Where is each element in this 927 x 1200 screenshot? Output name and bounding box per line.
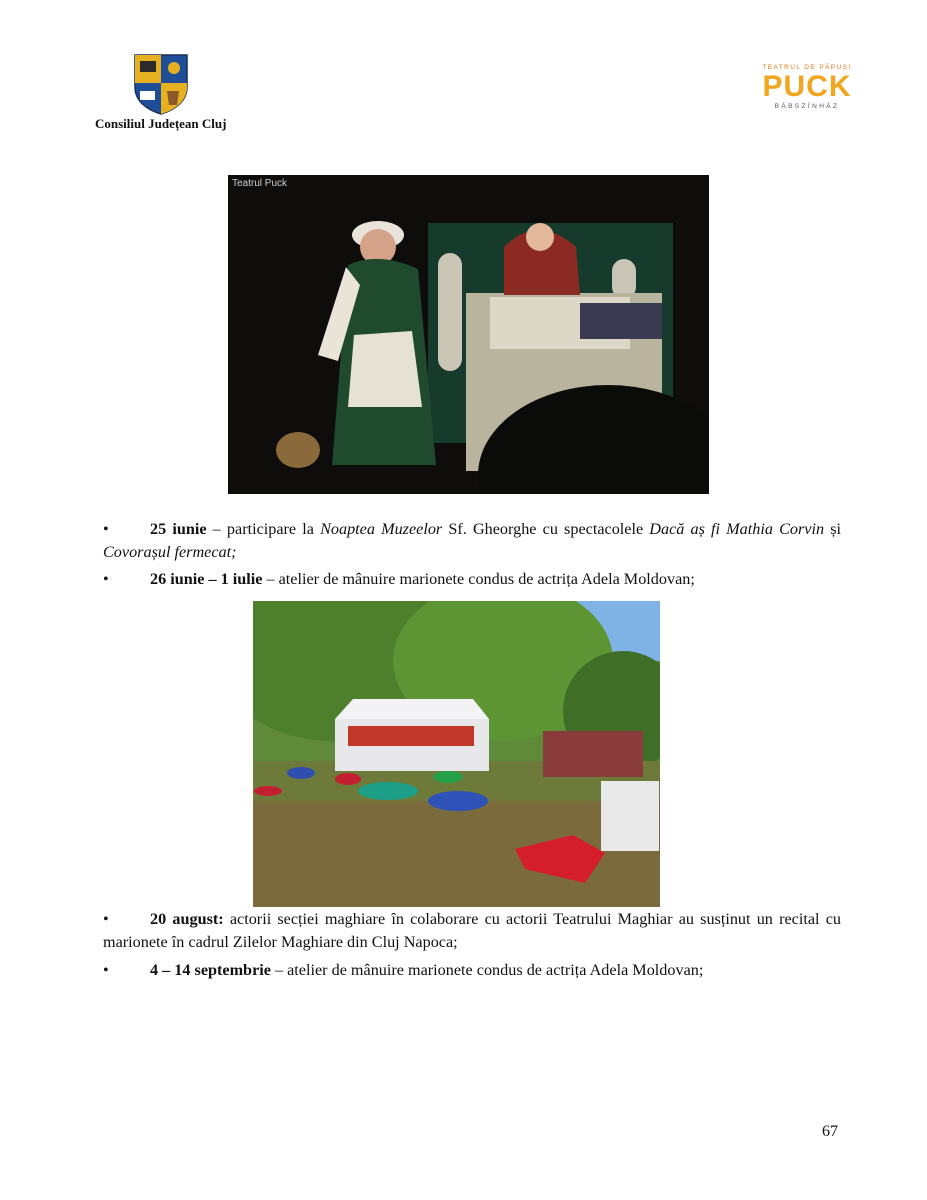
outdoor-workshop-photo [253, 601, 660, 907]
bullet-icon: • [103, 570, 109, 588]
council-name: Consiliul Județean Cluj [95, 116, 227, 131]
item-text: – atelier de mânuire marionete condus de actrița Adela Moldovan; [262, 570, 695, 588]
county-coat-of-arms [133, 53, 189, 115]
logo-bottom-text: BÁBSZÍNHÁZ [774, 103, 840, 110]
bullet-icon: • [103, 520, 109, 538]
list-item [103, 959, 841, 982]
page-number: 67 [822, 1123, 838, 1140]
list-item [103, 518, 841, 564]
photo-watermark: Teatrul Puck [232, 178, 288, 189]
item-text: actorii secției maghiare în colaborare cu actorii Teatrului Maghiar au susținut un recital cu marionete în cadrul Zilelor Maghiare din Cluj Napoca; [103, 910, 841, 951]
item-date: 26 iunie – 1 iulie [150, 570, 263, 588]
stage-performance-photo [228, 175, 709, 494]
bullet-icon: • [103, 961, 109, 979]
list-item [103, 908, 841, 954]
item-date: 20 august: [150, 910, 224, 928]
item-text: și [824, 520, 842, 538]
item-text: – atelier de mânuire marionete condus de actrița Adela Moldovan; [270, 961, 704, 979]
bullet-icon: • [103, 910, 109, 928]
list-item [103, 568, 841, 591]
item-text: Sf. Gheorghe cu spectacolele [442, 520, 650, 538]
item-italic: Dacă aș fi Mathia Corvin [649, 520, 825, 538]
item-date: 4 – 14 septembrie [150, 961, 271, 979]
item-text: – participare la [206, 520, 321, 538]
logo-name: PUCK [762, 70, 852, 103]
item-italic: Noaptea Muzeelor [320, 520, 443, 538]
puck-theatre-logo [752, 64, 862, 120]
item-italic: Covorașul fermecat; [103, 543, 237, 561]
logo-top-text: TEATRUL DE PĂPUȘI [762, 64, 852, 71]
item-date: 25 iunie [150, 520, 207, 538]
